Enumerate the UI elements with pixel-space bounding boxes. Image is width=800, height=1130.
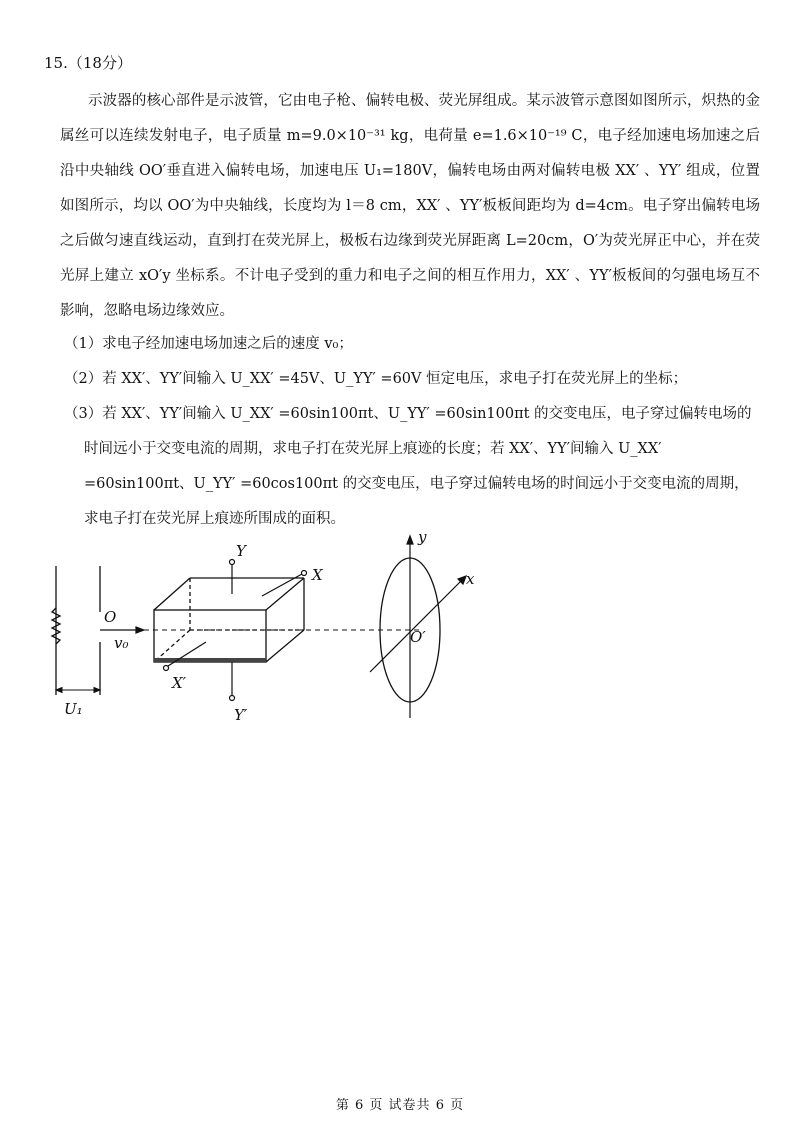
sub-question-2: （2）若 XX′、YY′间输入 U_XX′ =45V、U_YY′ =60V 恒定电压，求电子打在荧光屏上的坐标； (64, 371, 688, 387)
yp-electrode (230, 662, 235, 701)
op-label: O′ (410, 628, 426, 646)
xp-electrode-label: X′ (172, 674, 187, 692)
y-axis (407, 536, 413, 718)
bottom-plate (154, 658, 266, 662)
v0-arrow (100, 627, 144, 633)
u1-dimension (56, 688, 100, 693)
y-electrode (230, 560, 235, 595)
deflection-box (154, 578, 304, 662)
y-electrode-label: Y (236, 542, 246, 560)
yp-electrode-label: Y′ (234, 706, 248, 724)
o-label: O (104, 608, 117, 626)
sub-question-1: （1）求电子经加速电场加速之后的速度 v₀； (64, 336, 353, 352)
x-axis-label: x (466, 570, 475, 588)
sub-question-3 (64, 397, 760, 537)
question-number: 15.（18分） (44, 54, 132, 72)
question-intro: 示波器的核心部件是示波管，它由电子枪、偏转电极、荧光屏组成。某示波管示意图如图所示，炽热的金属丝可以连续发射电子，电子质量 m=9.0×10⁻³¹ kg，电荷量 e=1.6×10⁻¹⁹ C，电子经加速电场加速之后沿中央轴线 OO′垂直进入偏转电场，加速电压 U₁=180V，偏转电场由两对偏转电极 XX′ 、YY′ 组成，位置如图所示，均以 OO′为中央轴线，长度均为 l＝8 cm，XX′ 、YY′板板间距均为 d=4cm。电子穿出偏转电场之后做匀速直线运动，直到打在荧光屏上，极板右边缘到荧光屏距离 L=20cm，O′为荧光屏正中心，并在荧光屏上建立 xO′y 坐标系。不计电子受到的重力和电子之间的相互作用力，XX′ 、YY′板板间的匀强电场互不影响，忽略电场边缘效应。 (60, 93, 760, 319)
y-axis-label: y (418, 530, 427, 546)
filament-plate (52, 566, 60, 695)
u1-label: U₁ (64, 700, 83, 718)
x-electrode (262, 571, 307, 597)
xp-electrode (164, 642, 207, 671)
x-electrode-label: X (312, 566, 323, 584)
sub-question-3-text: （3）若 XX′、YY′间输入 U_XX′ =60sin100πt、U_YY′ =60sin100πt 的交变电压，电子穿过偏转电场的时间远小于交变电流的周期，求电子打在荧光屏上痕迹的长度；若 XX′、YY′间输入 U_XX′ =60sin100πt、U_YY′ =60cos100πt 的交变电压，电子穿过偏转电场的时间远小于交变电流的周期，求电子打在荧光屏上痕迹所围成的面积。 (64, 406, 752, 527)
page-footer: 第 6 页 试卷共 6 页 (335, 1098, 465, 1113)
v0-label: v₀ (114, 634, 129, 652)
oscilloscope-diagram (0, 530, 800, 740)
